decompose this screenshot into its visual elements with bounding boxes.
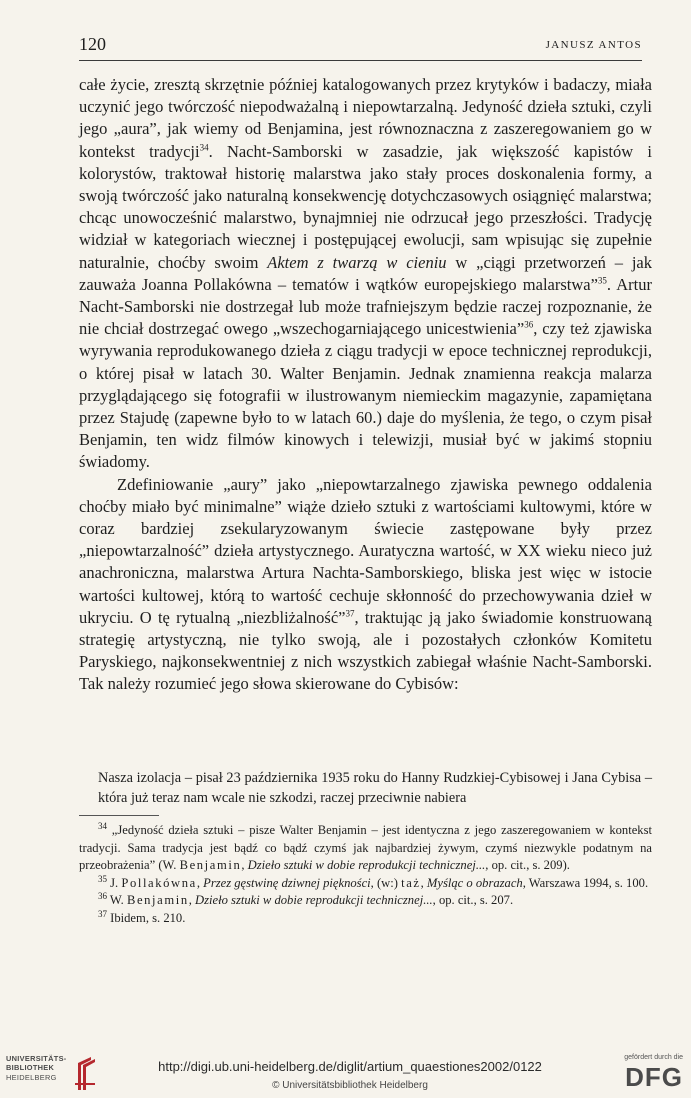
funder-caption: gefördert durch die xyxy=(624,1054,683,1061)
footnote-number: 34 xyxy=(98,820,107,831)
text-run: całe życie, zresztą skrzętnie później katalogowanych przez krytyków i badaczy, miała uczynić jego twórczość niepodważalną i niepowtarzalną. Jedyność dzieła sztuki, czyli jego „aura”, jak wiemy od Benjamina, jest równoznaczna z zaszeregowaniem go w kontekst tradycji xyxy=(79,75,652,161)
text-run: w „ciągi przetworzeń – jak zauważa Joanna Pollakówna – tematów i wątków europejskiego malarstwa” xyxy=(79,252,652,294)
footnote-number: 37 xyxy=(98,908,107,919)
footnote-text: , xyxy=(188,893,196,907)
footnote-number: 36 xyxy=(98,890,107,901)
footnote-text: , Warszawa 1994, s. 100. xyxy=(522,875,649,890)
work-title: Dzieło sztuki w dobie reprodukcji technicznej... xyxy=(247,858,486,872)
work-title: Przez gęstwinę dziwnej piękności xyxy=(203,875,371,890)
quote-text: Nasza izolacja – pisał 23 października 1935 roku do Hanny Rudzkiej-Cybisowej i Jana Cybisa – która już teraz nam wcale nie szkodzi, raczej przeciwnie nabiera xyxy=(98,770,652,806)
block-quote xyxy=(98,768,652,808)
footnote-text: , op. cit., s. 209). xyxy=(485,858,570,872)
library-emblem-icon xyxy=(69,1054,99,1092)
footnotes xyxy=(79,822,652,927)
dfg-logo-icon: DFG xyxy=(625,1062,683,1092)
footnote-ref-37[interactable]: 37 xyxy=(345,608,355,619)
library-name xyxy=(6,1054,67,1082)
author-name: taż xyxy=(401,875,421,890)
copyright-notice: © Universitätsbibliothek Heidelberg xyxy=(272,1080,428,1091)
footnote-number: 35 xyxy=(98,873,107,884)
footnote-ref-35[interactable]: 35 xyxy=(597,275,607,286)
footnote-text: , (w:) xyxy=(370,875,402,890)
footnote-text: , op. cit., s. 207. xyxy=(432,893,514,907)
text-run: , czy też zjawiska wyrywania reprodukowanego dzieła z ciągu tradycji w epoce technicznej reprodukcji, o której pisał w latach 30. Walter Benjamin. Jednak znamienna reakcja malarza przyglądającego się fotografii w ilustrowanym niemieckim magazynie, zapamiętana przez Stajudę (zapewne było to w latach 60.) daje do myślenia, że tego, o czym pisał Benjamin, ten widz filmów kinowych i telewizji, musiał być w jakimś stopniu świadomy. xyxy=(79,319,652,472)
text-run: . Nacht-Samborski w zasadzie, jak większość kapistów i kolorystów, traktował historię malarstwa jako stały proces doskonalenia formy, a swoją twórczość jako naturalną konsekwencję dotychczasowych osiągnięć malarstwa; chcąc unowocześnić malarstwo, bynajmniej nie odrzucał jego przeszłości. Tradycję widział w kategoriach wiecznej i postępującej ewolucji, sam wpisując się zupełnie naturalnie, choćby swoim xyxy=(79,141,652,272)
funder-logo[interactable] xyxy=(603,1054,683,1096)
library-name-line: BIBLIOTHEK xyxy=(6,1063,55,1073)
text-run: . Artur Nacht-Samborski nie dostrzegał lub może trafniejszym będzie raczej rozpoznanie, że nie chciał dostrzegać owego „wszechogarniającego unicestwienia” xyxy=(79,274,652,339)
text-run: , traktując ją jako świadomie konstruowaną strategię artystyczną, nie tylko swoją, ale i pozostałych członków Komitetu Paryskiego, najkonsekwentniej z nich wszystkich zabiegał właśnie Nacht-Samborski. Tak należy rozumieć jego słowa skierowane do Cybisów: xyxy=(79,607,652,694)
text-run: Zdefiniowanie „aury” jako „niepowtarzalnego zjawiska pewnego oddalenia choćby miało być minimalne” wiąże dzieło sztuki z wartościami kultowymi, które w coraz bardziej zsekularyzowanym świecie zastępowane były przez „niepowtarzalność” dzieła artystycznego. Auratyczna wartość, w XX wieku nieco już anachroniczna, malarstwa Artura Nachta-Samborskiego, bliska jest więc w istocie wartości kultowej, którą to wartość cechuje skłonność do przechowywania dzieł w ukryciu. O tę rytualną „niezbliżalność” xyxy=(79,474,652,627)
footnote-35 xyxy=(79,875,652,893)
footnote-37 xyxy=(79,910,652,928)
page-header xyxy=(79,34,642,61)
work-title: Myśląc o obrazach xyxy=(426,875,523,890)
author-name: Pollakówna xyxy=(121,875,197,890)
work-title: Dzieło sztuki w dobie reprodukcji technicznej... xyxy=(195,893,433,907)
footnote-ref-36[interactable]: 36 xyxy=(524,319,534,330)
footnote-text: „Jedyność dzieła sztuki – pisze Walter Benjamin – jest identyczna z jego zaszeregowaniem w kontekst tradycji. Sama tradycja jest bądź co bądź czymś jak najbardziej żywym, czymś niezwykle podatnym na przeobrażenia” (W. xyxy=(79,823,652,872)
footnote-separator xyxy=(79,815,159,816)
author-name: Benjamin xyxy=(126,893,189,907)
body-text xyxy=(79,74,652,696)
footnote-text: , xyxy=(196,875,204,890)
footnote-text: W. xyxy=(107,893,127,907)
footnote-text: Ibidem, s. 210. xyxy=(107,910,186,925)
paragraph-2 xyxy=(79,474,652,696)
university-library-logo[interactable] xyxy=(6,1054,116,1094)
footnote-text: , xyxy=(420,875,427,890)
artwork-title: Aktem z twarzą w cieniu xyxy=(267,252,447,272)
page-footer xyxy=(0,1048,691,1098)
footnote-34 xyxy=(79,822,652,875)
running-head-author: JANUSZ ANTOS xyxy=(545,39,642,51)
footnote-text: J. xyxy=(107,875,122,890)
library-name-line: UNIVERSITÄTS- xyxy=(6,1054,67,1063)
footnote-text: , xyxy=(241,858,248,872)
footnote-36 xyxy=(79,892,652,910)
library-name-line: HEIDELBERG xyxy=(6,1072,57,1082)
author-name: Benjamin xyxy=(179,858,242,872)
page-number: 120 xyxy=(79,34,106,54)
permalink-url[interactable]: http://digi.ub.uni-heidelberg.de/diglit/artium_quaestiones2002/0122 xyxy=(158,1059,542,1074)
paragraph-1 xyxy=(79,74,652,474)
footnote-ref-34[interactable]: 34 xyxy=(199,142,209,153)
